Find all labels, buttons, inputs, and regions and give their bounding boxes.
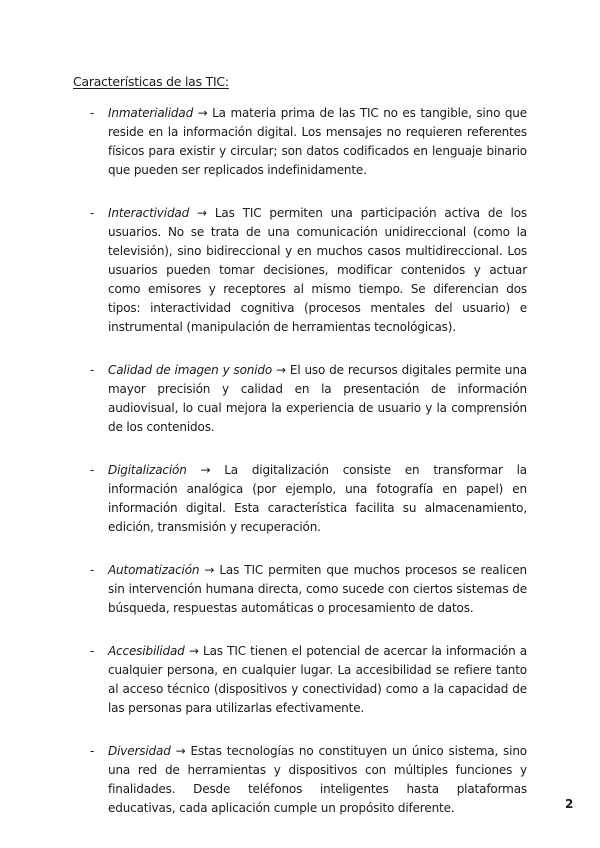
bullet-marker: - — [90, 744, 95, 758]
item-description: Las TIC tienen el potencial de acercar la información a cualquier persona, en cualquier lugar. La accesibilidad se refiere tanto al acceso técnico (dispositivos y conectividad) como a la capacidad de las personas para utilizarlas efectivamente. — [108, 644, 527, 715]
item-body — [108, 204, 527, 337]
list-item — [0, 642, 600, 718]
item-body — [108, 742, 527, 818]
item-body — [108, 561, 527, 618]
bullet-marker: - — [90, 206, 95, 220]
list-item — [0, 361, 600, 437]
item-description: La digitalización consiste en transformar la información analógica (por ejemplo, una fotografía en papel) en información digital. Esta característica facilita su almacenamiento, edición, transmisión y recuperación. — [108, 463, 527, 534]
item-term: Inmaterialidad — [108, 106, 194, 120]
list-item — [0, 461, 600, 537]
item-term: Digitalización — [108, 463, 187, 477]
bullet-marker: - — [90, 363, 95, 377]
list-item — [0, 561, 600, 618]
item-description: Las TIC permiten que muchos procesos se realicen sin intervención humana directa, como sucede con ciertos sistemas de búsqueda, respuestas automáticas o procesamiento de datos. — [108, 563, 528, 615]
bullet-marker: - — [90, 463, 95, 477]
arrow-separator: → — [272, 363, 290, 377]
item-description: El uso de recursos digitales permite una mayor precisión y calidad en la presentación de información audiovisual, lo cual mejora la experiencia de usuario y la comprensión de los contenidos. — [108, 363, 527, 434]
list-item — [0, 104, 600, 180]
item-term: Diversidad — [108, 744, 171, 758]
arrow-separator: → — [186, 463, 225, 477]
item-body — [108, 461, 527, 537]
item-term: Calidad de imagen y sonido — [108, 363, 273, 377]
arrow-separator: → — [184, 644, 204, 658]
list-item — [0, 742, 600, 818]
item-description: La materia prima de las TIC no es tangible, sino que reside en la información digital. Los mensajes no requieren referentes físicos para existir y circular; son datos codificados en lenguaje binario que pueden ser replicados indefinidamente. — [108, 106, 527, 177]
item-body — [108, 361, 527, 437]
item-description: Estas tecnologías no constituyen un único sistema, sino una red de herramientas y dispositivos con múltiples funciones y finalidades. Desde teléfonos inteligentes hasta plataformas educativas, cada aplicación cumple un propósito diferente. — [108, 744, 527, 815]
item-term: Accesibilidad — [108, 644, 185, 658]
item-body — [108, 642, 527, 718]
characteristics-list — [0, 104, 600, 842]
list-item — [0, 204, 600, 337]
bullet-marker: - — [90, 563, 95, 577]
page-number: 2 — [565, 797, 574, 811]
arrow-separator: → — [170, 744, 191, 758]
item-body — [108, 104, 527, 180]
arrow-separator: → — [189, 206, 215, 220]
item-term: Interactividad — [108, 206, 190, 220]
item-term: Automatización — [108, 563, 200, 577]
item-description: Las TIC permiten una participación activa de los usuarios. No se trata de una comunicación unidireccional (como la televisión), sino bidireccional y en muchos casos multidireccional. Los usuarios pueden tomar decisiones, modificar contenidos y actuar como emisores y receptores al mismo tiempo. Se diferencian dos tipos: interactividad cognitiva (procesos mentales del usuario) e instrumental (manipulación de herramientas tecnológicas). — [108, 206, 527, 334]
arrow-separator: → — [199, 563, 220, 577]
bullet-marker: - — [90, 106, 95, 120]
arrow-separator: → — [193, 106, 213, 120]
section-heading: Características de las TIC: — [73, 74, 229, 89]
bullet-marker: - — [90, 644, 95, 658]
